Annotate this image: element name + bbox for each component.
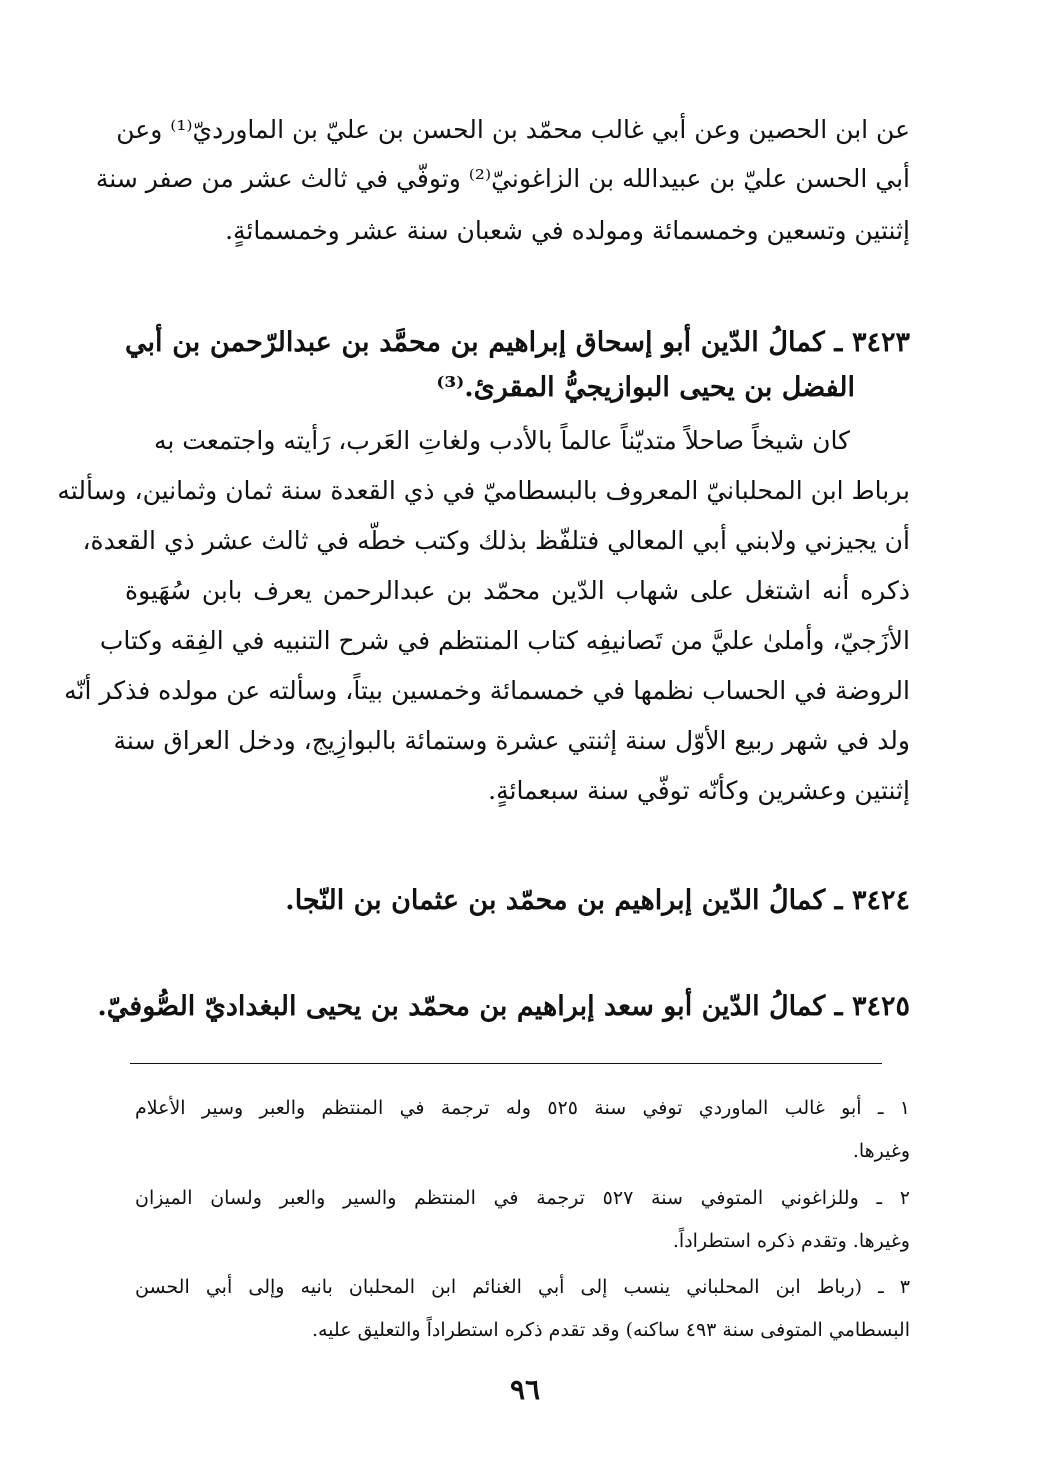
entry-3423-body-line-8: إثنتين وعشرين وكأنّه توفّي سنة سبعمائةٍ. [488,776,910,805]
footnote-2-line-1: ٢ ـ وللزاغوني المتوفي سنة ٥٢٧ ترجمة في المنتظم والسير والعبر ولسان الميزان [135,1187,910,1209]
page-number: ٩٦ [509,1373,541,1406]
footnote-1-line-2: وغيرها. [852,1140,910,1162]
entry-3423-heading-line-1: ٣٤٢٣ ـ كمالُ الدّين أبو إسحاق إبراهيم بن محمَّد بن عبدالرّحمن بن أبي [125,327,910,358]
entry-3423-body-line-5: الأزَجيّ، وأملىٰ عليَّ من تَصانيفِه كتاب المنتظم في شرح التنبيه في الفِقه وكتاب [99,626,910,655]
footnote-separator [130,1063,882,1064]
prev-entry-line-2: أبي الحسن عليّ بن عبيدالله بن الزاغونيّ⁽²⁾ وتوفّي في ثالث عشر من صفر سنة [95,164,910,193]
footnote-3-line-2: البسطامي المتوفى سنة ٤٩٣ ساكنه) وقد تقدم ذكره استطراداً والتعليق عليه. [311,1319,910,1341]
prev-entry-line-1: عن ابن الحصين وعن أبي غالب محمّد بن الحسن بن عليّ بن الماورديّ⁽¹⁾ وعن [116,115,910,144]
footnote-3-line-1: ٣ ـ (رباط ابن المحلباني ينسب إلى أبي الغنائم ابن المحلبان بانيه وإلى أبي الحسن [135,1276,910,1298]
entry-3423-body-line-3: أن يجيزني ولابني أبي المعالي فتلفّظ بذلك وكتب خطّه في ثالث عشر ذي القعدة، [82,526,910,555]
entry-3423-body-line-1: كان شيخاً صاحلاً متديّناً عالماً بالأدب ولغاتِ العَرب، رَأيته واجتمعت به [154,426,850,455]
entry-3425-heading: ٣٤٢٥ ـ كمالُ الدّين أبو سعد إبراهيم بن محمّد بن يحيى البغداديّ الصُّوفيّ. [97,991,910,1022]
footnote-2-line-2: وغيرها. وتقدم ذكره استطراداً. [672,1230,910,1252]
entry-3423-heading-line-2: الفضل بن يحيى البوازيجيُّ المقرئ.⁽³⁾ [436,372,855,403]
entry-3423-body-line-2: برباط ابن المحلبانيّ المعروف بالبسطاميّ في ذي القعدة سنة ثمان وثمانين، وسألته [57,476,910,505]
prev-entry-line-3: إثنتين وتسعين وخمسمائة ومولده في شعبان سنة عشر وخمسمائةٍ. [225,216,910,245]
entry-3423-body-line-7: ولد في شهر ربيع الأوّل سنة إثنتي عشرة وستمائة بالبوازِيج، ودخل العراق سنة [113,726,910,755]
entry-3424-heading: ٣٤٢٤ ـ كمالُ الدّين إبراهيم بن محمّد بن عثمان بن النّجا. [285,885,910,916]
footnote-1-line-1: ١ ـ أبو غالب الماوردي توفي سنة ٥٢٥ وله ترجمة في المنتظم والعبر وسير الأعلام [135,1097,910,1119]
entry-3423-body-line-6: الروضة في الحساب نظمها في خمسمائة وخمسين بيتاً، وسألته عن مولده فذكر أنّه [64,676,910,705]
entry-3423-body-line-4: ذكره أنه اشتغل على شهاب الدّين محمّد بن عبدالرحمن يعرف بابن سُهَيوة [125,576,910,605]
